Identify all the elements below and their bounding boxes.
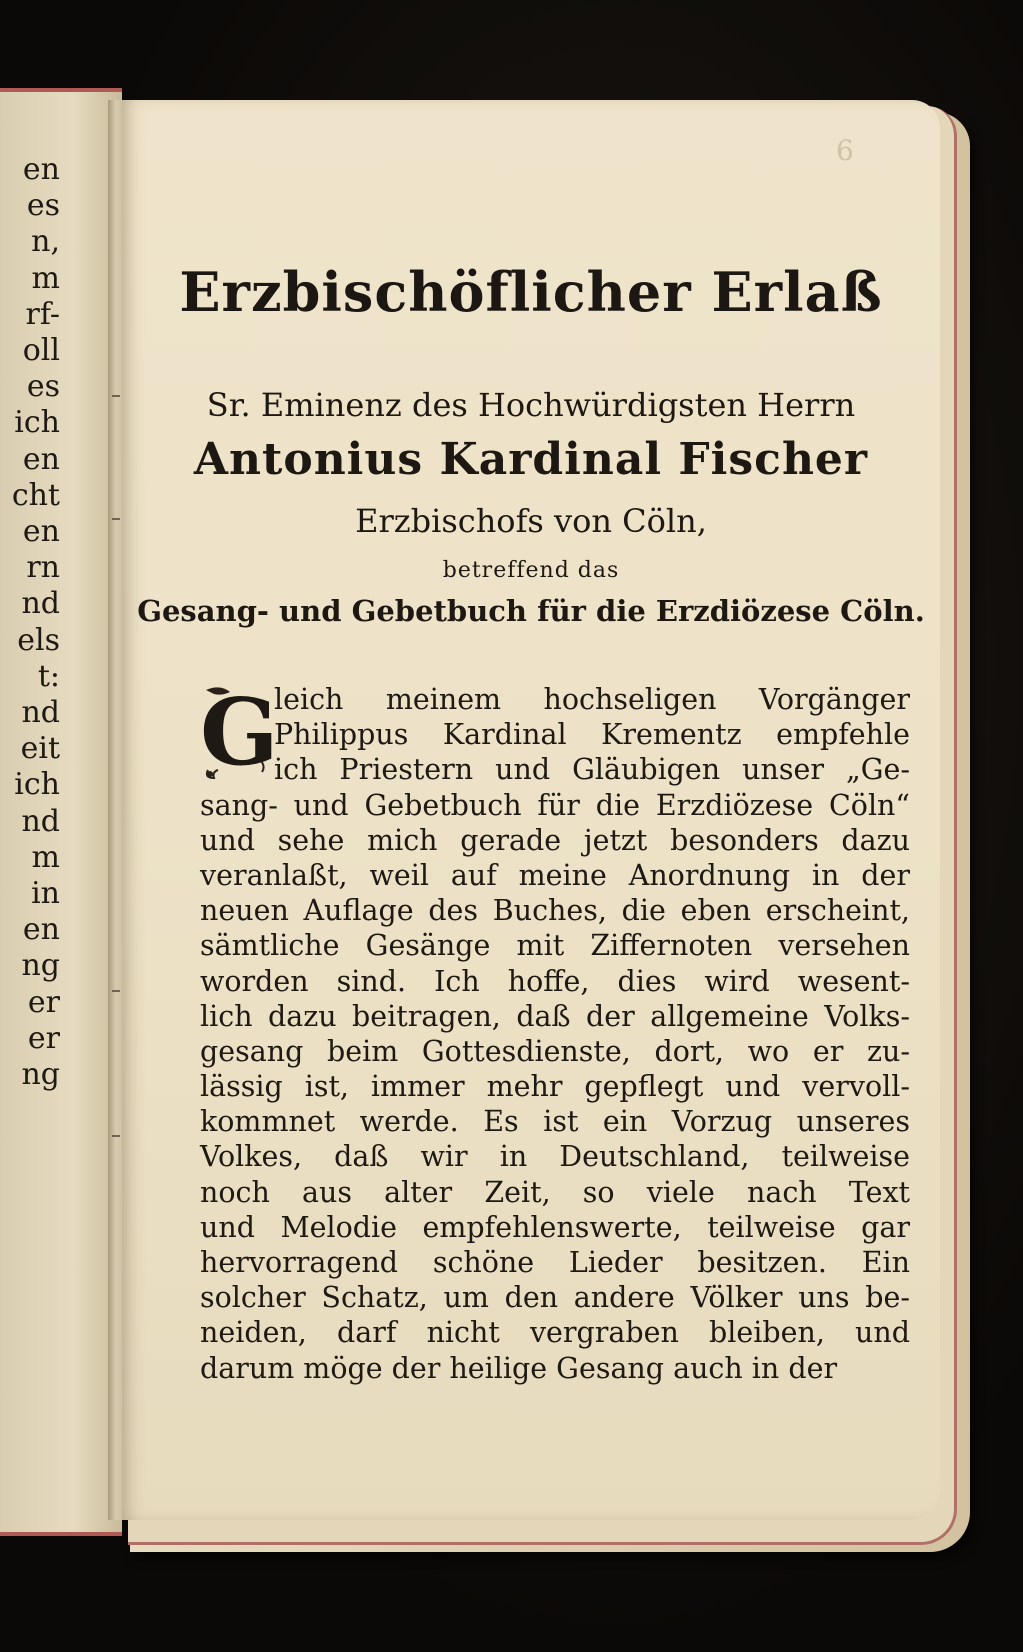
left-line: rn — [26, 550, 60, 586]
text-line: neiden, darf nicht vergraben bleiben, und — [200, 1316, 910, 1350]
left-line: en — [22, 441, 60, 477]
text-line: solcher Schatz, um den andere Völker uns be- — [200, 1281, 910, 1315]
cardinal-name: Antonius Kardinal Fischer — [193, 434, 869, 485]
left-line: en — [22, 514, 60, 550]
left-line: in — [31, 876, 60, 912]
page-number: 6 — [836, 134, 854, 167]
binding-stitch — [112, 990, 120, 992]
binding-stitch — [112, 1135, 120, 1137]
binding-stitch — [112, 395, 120, 397]
left-line: er — [27, 984, 60, 1020]
left-line: ng — [21, 948, 60, 984]
text-line: darum möge der heilige Gesang auch in der — [200, 1351, 838, 1385]
text-line: ich Priestern und Gläubigen unser „Ge- — [274, 753, 910, 787]
left-line: els — [17, 622, 60, 658]
concerning-line: betreffend das — [442, 558, 620, 583]
binding-stitch — [112, 518, 120, 520]
text-line: veranlaßt, weil auf meine Anordnung in der — [200, 858, 910, 892]
left-line: es — [26, 188, 60, 224]
left-line: ich — [14, 405, 60, 441]
eminence-line: Sr. Eminenz des Hochwürdigsten Herrn — [206, 386, 856, 424]
drop-cap-letter: G — [200, 678, 279, 786]
left-line: m — [31, 260, 60, 296]
left-line: eit — [20, 731, 60, 767]
page-title: Erzbischöflicher Erlaß — [179, 260, 883, 324]
text-line: Philippus Kardinal Krementz empfehle — [274, 718, 910, 752]
left-line: ng — [21, 1057, 60, 1093]
left-line: nd — [21, 695, 60, 731]
archbishop-line: Erzbischofs von Cöln, — [355, 502, 707, 540]
left-line: es — [26, 369, 60, 405]
text-line: worden sind. Ich hoffe, dies wird wesent- — [200, 964, 910, 998]
left-line: ich — [14, 767, 60, 803]
right-page — [122, 100, 940, 1520]
left-line: rf- — [25, 296, 60, 332]
left-line: cht — [11, 477, 60, 513]
left-page-text — [0, 152, 60, 1093]
left-line: oll — [22, 333, 60, 369]
left-line: m — [31, 839, 60, 875]
left-line: en — [22, 912, 60, 948]
left-line: nd — [21, 586, 60, 622]
text-line: gesang beim Gottesdienste, dort, wo er zu- — [200, 1034, 910, 1068]
text-line: sang- und Gebetbuch für die Erzdiözese Cöln“ — [200, 788, 910, 822]
text-line: Volkes, daß wir in Deutschland, teilweise — [200, 1140, 910, 1174]
left-page — [0, 88, 122, 1536]
text-line: hervorragend schöne Lieder besitzen. Ein — [200, 1246, 910, 1279]
book-title-line: Gesang- und Gebetbuch für die Erzdiözese Cöln. — [137, 594, 925, 628]
text-line: und sehe mich gerade jetzt besonders dazu — [200, 823, 910, 857]
text-line: lich dazu beitragen, daß der allgemeine Volks- — [200, 999, 910, 1033]
left-line: en — [22, 152, 60, 187]
text-line: neuen Auflage des Buches, die eben erscheint, — [200, 894, 910, 928]
left-line: n, — [31, 224, 60, 260]
left-line: nd — [21, 803, 60, 839]
text-line: kommnet werde. Es ist ein Vorzug unseres — [200, 1105, 910, 1139]
text-line: lässig ist, immer mehr gepflegt und vervoll- — [200, 1070, 910, 1104]
text-line: leich meinem hochseligen Vorgänger — [274, 683, 910, 716]
left-line: er — [27, 1020, 60, 1056]
left-line: t: — [37, 658, 60, 694]
text-line: noch aus alter Zeit, so viele nach Text — [200, 1175, 910, 1209]
body-text — [200, 682, 910, 1386]
text-line: sämtliche Gesänge mit Ziffernoten versehen — [200, 929, 910, 963]
text-line: und Melodie empfehlenswerte, teilweise gar — [200, 1210, 910, 1244]
